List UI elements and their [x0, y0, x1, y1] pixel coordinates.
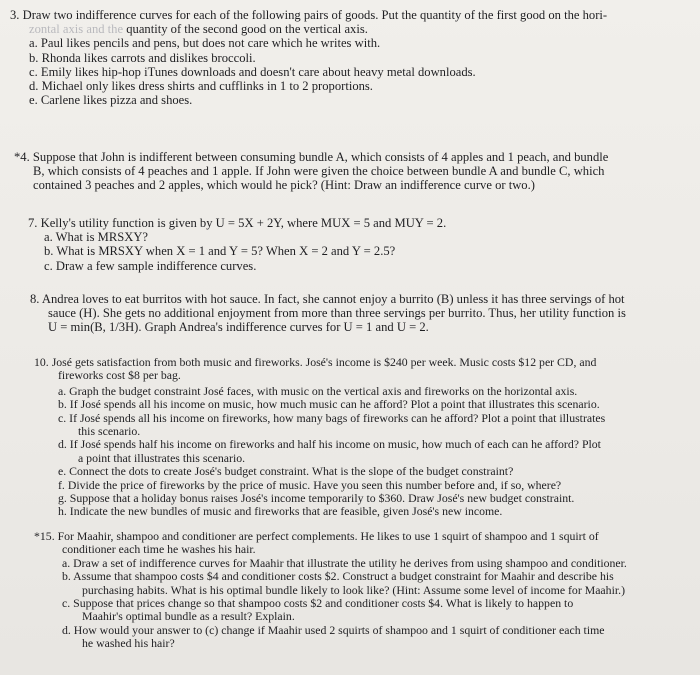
problem-10-item-a: a. Graph the budget constraint José faces, with music on the vertical axis and fireworks on the horizontal axis.: [58, 383, 578, 398]
problem-7: [0, 216, 700, 273]
problem-10-item-c-cont: this scenario.: [78, 424, 141, 439]
problem-10-item-h: h. Indicate the new bundles of music and fireworks that are feasible, given José's new income.: [58, 504, 503, 519]
problem-8: [0, 292, 700, 335]
problem-10-item-f: f. Divide the price of fireworks by the price of music. Have you seen this number before and, if so, where?: [58, 477, 562, 492]
problem-10-item-b: b. If José spends all his income on music, how much music can he afford? Plot a point that illustrates this scenario.: [58, 397, 600, 412]
problem-3: [0, 8, 700, 107]
problem-10: [0, 356, 700, 519]
problem-15: [0, 530, 700, 651]
problem-3-item-a: a. Paul likes pencils and pens, but does not care which he writes with.: [29, 36, 381, 51]
problem-7-item-c: c. Draw a few sample indifference curves.: [44, 258, 257, 273]
problem-10-item-g: g. Suppose that a holiday bonus raises José's income temporarily to $360. Draw José's new budget constraint.: [58, 491, 575, 506]
problem-7-heading: 7. Kelly's utility function is given by U = 5X + 2Y, where MUX = 5 and MUY = 2.: [28, 216, 447, 230]
problem-3-item-b: b. Rhonda likes carrots and dislikes broccoli.: [29, 50, 256, 65]
problem-8-line-3: U = min(B, 1/3H). Graph Andrea's indifference curves for U = 1 and U = 2.: [48, 320, 429, 335]
problem-15-item-c: c. Suppose that prices change so that shampoo costs $2 and conditioner costs $4. What is likely to happen to: [62, 596, 574, 611]
problem-8-line-2: sauce (H). She gets no additional enjoyment from more than three servings per burrito. Thus, her utility function is: [48, 306, 626, 321]
problem-10-item-e: e. Connect the dots to create José's budget constraint. What is the slope of the budget constraint?: [58, 464, 514, 479]
problem-10-heading-cont: fireworks cost $8 per bag.: [58, 368, 181, 383]
problem-15-item-b: b. Assume that shampoo costs $4 and conditioner costs $2. Construct a budget constraint for Maahir and describe his: [62, 569, 614, 584]
problem-15-item-c-cont: Maahir's optimal bundle as a result? Explain.: [82, 609, 295, 624]
problem-15-item-d: d. How would your answer to (c) change if Maahir used 2 squirts of shampoo and 1 squirt of conditioner each time: [62, 622, 605, 637]
problem-10-item-d-cont: a point that illustrates this scenario.: [78, 450, 246, 465]
problem-15-item-d-cont: he washed his hair?: [82, 636, 175, 651]
problem-15-item-b-cont: purchasing habits. What is his optimal bundle likely to look like? (Hint: Assume some level of income for Maahir.): [82, 582, 625, 597]
faded-text: zontal axis and the: [29, 22, 124, 37]
problem-3-heading: 3. Draw two indifference curves for each of the following pairs of goods. Put the quantity of the first good on the hori-: [10, 8, 608, 22]
problem-4-line-2: B, which consists of 4 peaches and 1 apple. If John were given the choice between bundle A and bundle C, which: [33, 164, 605, 179]
problem-15-item-a: a. Draw a set of indifference curves for Maahir that illustrate the utility he derives from using shampoo and conditioner.: [62, 555, 627, 570]
problem-10-item-d: d. If José spends half his income on fireworks and half his income on music, how much of each can he afford? Plot: [58, 437, 601, 452]
problem-4: [0, 150, 700, 193]
problem-15-heading-cont: conditioner each time he washes his hair.: [62, 542, 256, 557]
problem-10-item-c: c. If José spends all his income on fireworks, how many bags of fireworks can he afford? Plot a point that illustrates: [58, 410, 606, 425]
problem-3-heading-cont: zontal axis and the quantity of the second good on the vertical axis.: [29, 22, 368, 37]
problem-10-heading: 10. José gets satisfaction from both music and fireworks. José's income is $240 per week. Music costs $12 per CD, and: [34, 355, 597, 369]
problem-8-line-1: 8. Andrea loves to eat burritos with hot sauce. In fact, she cannot enjoy a burrito (B) unless it has three servings of hot: [30, 292, 625, 306]
problem-4-line-1: *4. Suppose that John is indifferent between consuming bundle A, which consists of 4 apples and 1 peach, and bundle: [14, 150, 609, 164]
problem-7-item-b: b. What is MRSXY when X = 1 and Y = 5? When X = 2 and Y = 2.5?: [44, 244, 396, 259]
problem-3-item-e: e. Carlene likes pizza and shoes.: [29, 93, 193, 108]
problem-15-heading: *15. For Maahir, shampoo and conditioner are perfect complements. He likes to use 1 squirt of shampoo and 1 squirt of: [34, 529, 599, 543]
problem-7-item-a: a. What is MRSXY?: [44, 230, 149, 245]
problem-4-line-3: contained 3 peaches and 2 apples, which would he pick? (Hint: Draw an indifference curve or two.): [33, 178, 535, 193]
problem-3-item-c: c. Emily likes hip-hop iTunes downloads and doesn't care about heavy metal downloads.: [29, 64, 476, 79]
problem-3-item-d: d. Michael only likes dress shirts and cufflinks in 1 to 2 proportions.: [29, 79, 373, 94]
